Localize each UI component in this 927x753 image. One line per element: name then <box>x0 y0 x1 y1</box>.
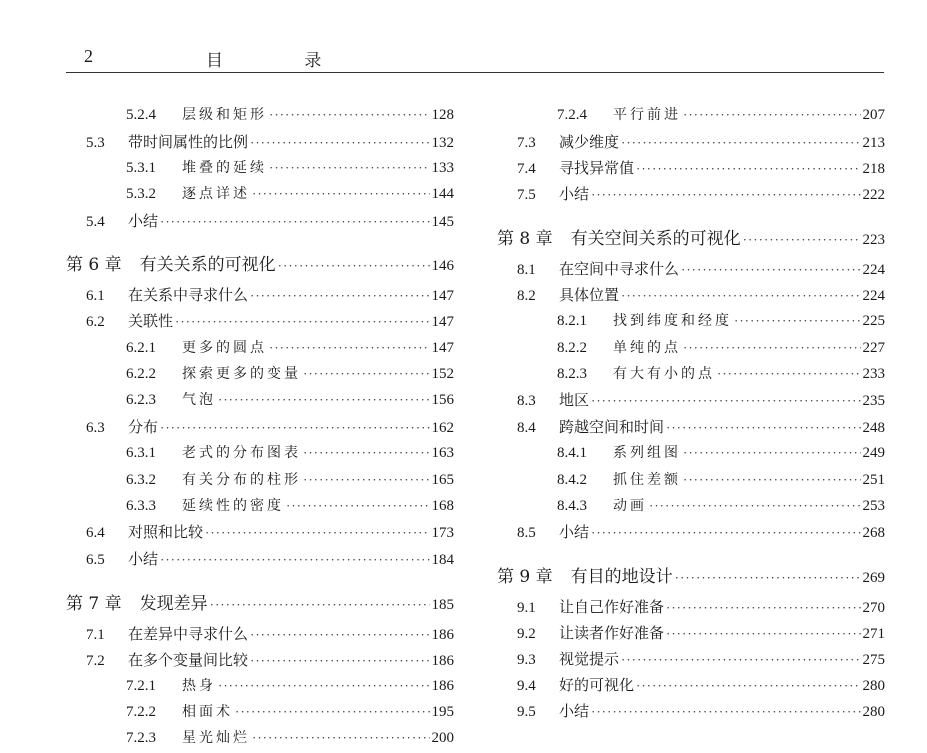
toc-entry-title: 抓住差额 <box>613 472 681 488</box>
toc-entry-number: 第 8 章 <box>497 229 553 249</box>
toc-entry-page: 163 <box>431 445 454 461</box>
toc-entry-page: 207 <box>862 107 885 123</box>
toc-entry-title: 小结 <box>128 550 159 568</box>
toc-chapter-entry <box>497 224 885 249</box>
toc-entry-number: 9.2 <box>517 626 536 642</box>
toc-entry-page: 144 <box>431 186 454 202</box>
toc-entry-title: 有目的地设计 <box>570 567 673 587</box>
toc-entry-page: 185 <box>431 597 454 613</box>
toc-leader-dots <box>591 187 860 203</box>
toc-entry-number: 7.1 <box>86 627 105 643</box>
toc-section-entry <box>66 310 454 332</box>
toc-entry-page: 128 <box>431 107 454 123</box>
toc-entry-number: 5.3.2 <box>126 186 156 202</box>
toc-entry-page: 268 <box>862 525 885 541</box>
toc-entry-title: 热身 <box>182 678 216 694</box>
toc-section-entry <box>497 389 885 411</box>
toc-entry-page: 224 <box>862 262 885 278</box>
toc-entry-page: 173 <box>431 525 454 541</box>
toc-entry-page: 152 <box>431 366 454 382</box>
toc-entry-page: 147 <box>431 288 454 304</box>
toc-entry-title: 小结 <box>559 185 590 203</box>
toc-entry-number: 7.2.4 <box>557 107 587 123</box>
toc-entry-title: 视觉提示 <box>559 650 620 668</box>
toc-entry-number: 7.2.2 <box>126 704 156 720</box>
toc-section-entry <box>66 649 454 671</box>
toc-leader-dots <box>681 262 860 278</box>
toc-entry-number: 7.2 <box>86 653 105 669</box>
toc-entry-number: 7.5 <box>517 187 536 203</box>
toc-entry-number: 5.3.1 <box>126 160 156 176</box>
toc-section-entry <box>66 416 454 438</box>
toc-entry-number: 7.2.3 <box>126 730 156 746</box>
toc-leader-dots <box>683 472 861 488</box>
toc-subsection-entry <box>497 363 885 385</box>
toc-entry-title: 星光灿烂 <box>182 730 250 746</box>
toc-chapter-entry <box>66 250 454 275</box>
toc-entry-number: 第 7 章 <box>66 594 122 614</box>
toc-leader-dots <box>666 600 860 616</box>
toc-entry-number: 9.4 <box>517 678 536 694</box>
toc-leader-dots <box>250 627 429 643</box>
toc-section-entry <box>497 622 885 644</box>
toc-section-entry <box>66 548 454 570</box>
toc-entry-title: 动画 <box>613 498 647 514</box>
toc-entry-page: 146 <box>431 258 454 274</box>
toc-leader-dots <box>675 570 861 586</box>
toc-entry-number: 6.2.3 <box>126 392 156 408</box>
toc-entry-title: 相面术 <box>182 704 233 720</box>
toc-entry-title: 对照和比较 <box>128 523 204 541</box>
toc-entry-title: 有大有小的点 <box>613 366 715 382</box>
toc-leader-dots <box>160 214 429 230</box>
toc-leader-dots <box>743 232 861 248</box>
toc-entry-number: 8.2 <box>517 288 536 304</box>
toc-entry-number: 9.5 <box>517 704 536 720</box>
toc-leader-dots <box>278 258 430 274</box>
toc-leader-dots <box>210 597 430 613</box>
toc-entry-number: 7.3 <box>517 135 536 151</box>
toc-leader-dots <box>683 107 861 123</box>
toc-leader-dots <box>250 135 429 151</box>
toc-entry-page: 165 <box>431 472 454 488</box>
toc-entry-number: 8.4.3 <box>557 498 587 514</box>
toc-entry-title: 分布 <box>128 418 159 436</box>
toc-entry-page: 195 <box>431 704 454 720</box>
toc-subsection-entry <box>497 104 885 126</box>
toc-section-entry <box>497 258 885 280</box>
toc-leader-dots <box>717 366 861 382</box>
toc-leader-dots <box>591 704 860 720</box>
toc-entry-title: 有关空间关系的可视化 <box>570 229 741 249</box>
page-title: 目 录 <box>206 51 360 71</box>
toc-entry-title: 找到纬度和经度 <box>613 313 732 329</box>
toc-entry-page: 224 <box>862 288 885 304</box>
toc-leader-dots <box>666 420 860 436</box>
toc-section-entry <box>66 284 454 306</box>
toc-subsection-entry <box>497 337 885 359</box>
toc-section-entry <box>497 648 885 670</box>
toc-leader-dots <box>175 314 429 330</box>
toc-entry-page: 213 <box>862 135 885 151</box>
toc-leader-dots <box>649 498 861 514</box>
toc-entry-page: 145 <box>431 214 454 230</box>
toc-subsection-entry <box>66 701 454 723</box>
toc-leader-dots <box>636 678 860 694</box>
toc-entry-number: 8.2.3 <box>557 366 587 382</box>
toc-entry-title: 让读者作好准备 <box>559 624 665 642</box>
toc-section-entry <box>497 521 885 543</box>
toc-entry-title: 在关系中寻求什么 <box>128 286 249 304</box>
toc-leader-dots <box>683 340 861 356</box>
toc-entry-title: 关联性 <box>128 312 174 330</box>
toc-entry-page: 218 <box>862 161 885 177</box>
toc-entry-title: 气泡 <box>182 392 216 408</box>
toc-entry-page: 270 <box>862 600 885 616</box>
toc-entry-number: 6.1 <box>86 288 105 304</box>
toc-entry-page: 162 <box>431 420 454 436</box>
toc-entry-title: 在差异中寻求什么 <box>128 625 249 643</box>
toc-entry-number: 8.5 <box>517 525 536 541</box>
toc-entry-page: 235 <box>862 393 885 409</box>
toc-section-entry <box>497 284 885 306</box>
toc-entry-page: 251 <box>862 472 885 488</box>
toc-entry-page: 222 <box>862 187 885 203</box>
toc-entry-number: 6.3 <box>86 420 105 436</box>
toc-entry-title: 好的可视化 <box>559 676 635 694</box>
toc-entry-page: 280 <box>862 678 885 694</box>
toc-subsection-entry <box>66 363 454 385</box>
toc-entry-page: 275 <box>862 652 885 668</box>
toc-entry-title: 有关关系的可视化 <box>139 255 276 275</box>
toc-subsection-entry <box>66 337 454 359</box>
toc-entry-page: 186 <box>431 627 454 643</box>
toc-entry-page: 200 <box>431 730 454 746</box>
toc-leader-dots <box>205 525 429 541</box>
toc-entry-number: 9.3 <box>517 652 536 668</box>
toc-entry-page: 227 <box>862 340 885 356</box>
toc-entry-page: 271 <box>862 626 885 642</box>
toc-entry-number: 8.4 <box>517 420 536 436</box>
toc-leader-dots <box>250 288 429 304</box>
toc-leader-dots <box>218 678 430 694</box>
toc-subsection-entry <box>66 104 454 126</box>
toc-leader-dots <box>252 186 430 202</box>
toc-section-entry <box>66 623 454 645</box>
toc-entry-title: 逐点详述 <box>182 186 250 202</box>
toc-section-entry <box>497 416 885 438</box>
toc-section-entry <box>497 157 885 179</box>
toc-entry-title: 减少维度 <box>559 133 620 151</box>
toc-leader-dots <box>250 653 429 669</box>
toc-leader-dots <box>683 445 861 461</box>
toc-entry-page: 280 <box>862 704 885 720</box>
toc-entry-title: 平行前进 <box>613 107 681 123</box>
toc-entry-title: 小结 <box>128 212 159 230</box>
toc-section-entry <box>66 521 454 543</box>
toc-entry-page: 186 <box>431 653 454 669</box>
toc-subsection-entry <box>66 469 454 491</box>
toc-entry-title: 延续性的密度 <box>182 498 284 514</box>
toc-entry-page: 147 <box>431 340 454 356</box>
toc-leader-dots <box>269 160 430 176</box>
toc-entry-page: 223 <box>862 232 885 248</box>
toc-entry-title: 层级和矩形 <box>182 107 267 123</box>
toc-leader-dots <box>218 392 430 408</box>
toc-leader-dots <box>303 366 430 382</box>
toc-entry-number: 8.1 <box>517 262 536 278</box>
toc-entry-title: 在空间中寻求什么 <box>559 260 680 278</box>
toc-entry-number: 8.2.1 <box>557 313 587 329</box>
toc-entry-page: 225 <box>862 313 885 329</box>
toc-leader-dots <box>303 445 430 461</box>
toc-leader-dots <box>621 288 860 304</box>
toc-subsection-entry <box>66 675 454 697</box>
toc-entry-title: 让自己作好准备 <box>559 598 665 616</box>
toc-entry-number: 6.2.1 <box>126 340 156 356</box>
toc-leader-dots <box>269 340 430 356</box>
toc-section-entry <box>66 131 454 153</box>
toc-entry-title: 跨越空间和时间 <box>559 418 665 436</box>
toc-entry-page: 132 <box>431 135 454 151</box>
toc-entry-title: 堆叠的延续 <box>182 160 267 176</box>
toc-leader-dots <box>252 730 430 746</box>
toc-entry-number: 6.2 <box>86 314 105 330</box>
toc-subsection-entry <box>66 727 454 749</box>
toc-entry-number: 9.1 <box>517 600 536 616</box>
toc-entry-number: 6.3.1 <box>126 445 156 461</box>
toc-section-entry <box>497 183 885 205</box>
toc-leader-dots <box>235 704 430 720</box>
toc-leader-dots <box>160 420 429 436</box>
toc-entry-title: 小结 <box>559 523 590 541</box>
toc-entry-number: 5.4 <box>86 214 105 230</box>
toc-subsection-entry <box>497 442 885 464</box>
toc-section-entry <box>497 131 885 153</box>
toc-entry-page: 248 <box>862 420 885 436</box>
toc-leader-dots <box>666 626 860 642</box>
toc-subsection-entry <box>66 157 454 179</box>
toc-subsection-entry <box>497 469 885 491</box>
toc-section-entry <box>497 674 885 696</box>
toc-entry-number: 8.4.2 <box>557 472 587 488</box>
toc-entry-page: 253 <box>862 498 885 514</box>
toc-subsection-entry <box>497 310 885 332</box>
toc-entry-title: 带时间属性的比例 <box>128 133 249 151</box>
toc-entry-title: 地区 <box>559 391 590 409</box>
toc-section-entry <box>66 210 454 232</box>
toc-leader-dots <box>591 525 860 541</box>
toc-leader-dots <box>160 552 429 568</box>
toc-entry-page: 186 <box>431 678 454 694</box>
toc-entry-number: 8.3 <box>517 393 536 409</box>
toc-entry-number: 5.3 <box>86 135 105 151</box>
toc-leader-dots <box>734 313 861 329</box>
toc-entry-page: 133 <box>431 160 454 176</box>
toc-entry-number: 6.2.2 <box>126 366 156 382</box>
toc-entry-number: 7.2.1 <box>126 678 156 694</box>
toc-entry-number: 6.4 <box>86 525 105 541</box>
toc-subsection-entry <box>66 389 454 411</box>
toc-entry-number: 8.4.1 <box>557 445 587 461</box>
toc-entry-title: 探索更多的变量 <box>182 366 301 382</box>
toc-entry-page: 168 <box>431 498 454 514</box>
toc-subsection-entry <box>497 495 885 517</box>
toc-entry-title: 单纯的点 <box>613 340 681 356</box>
toc-entry-title: 小结 <box>559 702 590 720</box>
toc-entry-title: 老式的分布图表 <box>182 445 301 461</box>
toc-entry-title: 具体位置 <box>559 286 620 304</box>
toc-entry-title: 更多的圆点 <box>182 340 267 356</box>
toc-entry-page: 156 <box>431 392 454 408</box>
toc-subsection-entry <box>66 495 454 517</box>
toc-entry-page: 233 <box>862 366 885 382</box>
toc-leader-dots <box>591 393 860 409</box>
toc-leader-dots <box>621 652 860 668</box>
toc-entry-page: 147 <box>431 314 454 330</box>
toc-entry-title: 有关分布的柱形 <box>182 472 301 488</box>
toc-subsection-entry <box>66 442 454 464</box>
toc-entry-number: 7.4 <box>517 161 536 177</box>
toc-leader-dots <box>269 107 430 123</box>
toc-entry-title: 系列组图 <box>613 445 681 461</box>
toc-section-entry <box>497 596 885 618</box>
toc-leader-dots <box>636 161 860 177</box>
toc-entry-number: 6.3.3 <box>126 498 156 514</box>
page-header <box>66 44 884 73</box>
toc-entry-page: 269 <box>862 570 885 586</box>
toc-entry-page: 249 <box>862 445 885 461</box>
toc-entry-number: 6.5 <box>86 552 105 568</box>
toc-entry-page: 184 <box>431 552 454 568</box>
toc-entry-number: 8.2.2 <box>557 340 587 356</box>
page-number: 2 <box>84 46 93 66</box>
toc-entry-title: 在多个变量间比较 <box>128 651 249 669</box>
toc-section-entry <box>497 700 885 722</box>
toc-entry-title: 发现差异 <box>139 594 208 614</box>
toc-entry-number: 第 9 章 <box>497 567 553 587</box>
toc-subsection-entry <box>66 183 454 205</box>
toc-entry-title: 寻找异常值 <box>559 159 635 177</box>
toc-leader-dots <box>286 498 430 514</box>
toc-leader-dots <box>621 135 860 151</box>
toc-entry-number: 5.2.4 <box>126 107 156 123</box>
toc-leader-dots <box>303 472 430 488</box>
toc-entry-number: 6.3.2 <box>126 472 156 488</box>
toc-chapter-entry <box>497 562 885 587</box>
toc-chapter-entry <box>66 589 454 614</box>
toc-entry-number: 第 6 章 <box>66 255 122 275</box>
